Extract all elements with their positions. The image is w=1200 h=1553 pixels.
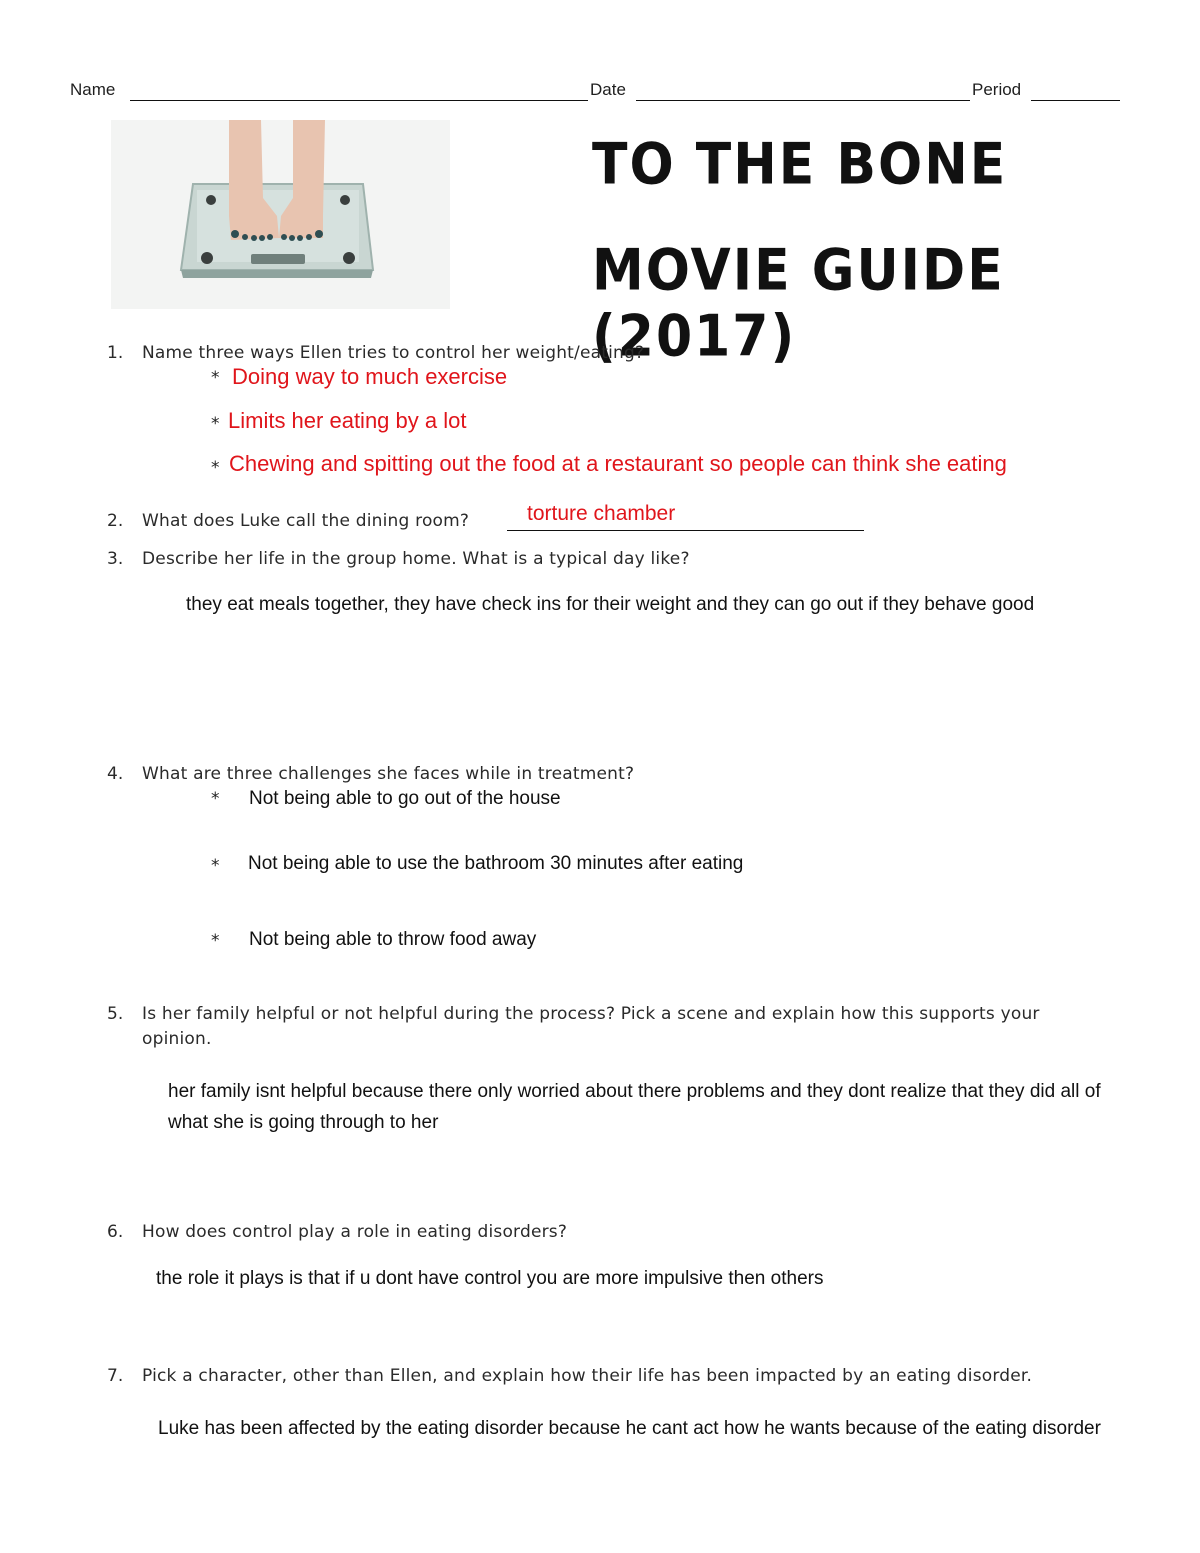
question-6-answer[interactable]: the role it plays is that if u dont have control you are more impulsive then others: [156, 1268, 824, 1289]
question-5-answer[interactable]: her family isnt helpful because there only worried about there problems and they dont realize that they did all of: [168, 1081, 1101, 1102]
question-3-number: 3.: [107, 549, 124, 569]
question-2-number: 2.: [107, 511, 124, 531]
question-2-answer[interactable]: torture chamber: [527, 502, 676, 525]
question-1-answer-2[interactable]: Limits her eating by a lot: [228, 408, 467, 433]
question-6-number: 6.: [107, 1222, 124, 1242]
scale-feet-photo: [111, 120, 450, 309]
bullet-icon: *: [211, 856, 220, 876]
question-2-text: What does Luke call the dining room?: [142, 511, 470, 531]
question-1-number: 1.: [107, 343, 124, 363]
question-4-answer-1[interactable]: Not being able to go out of the house: [249, 788, 561, 809]
question-1-answer-1[interactable]: Doing way to much exercise: [232, 364, 508, 389]
date-field-line[interactable]: [636, 100, 970, 101]
title-line-2: MOVIE GUIDE (2017): [592, 238, 1005, 370]
name-field-line[interactable]: [130, 100, 588, 101]
question-7-number: 7.: [107, 1366, 124, 1386]
question-4-text: What are three challenges she faces while in treatment?: [142, 764, 635, 784]
bullet-icon: *: [211, 931, 220, 951]
question-5-text: Is her family helpful or not helpful during the process? Pick a scene and explain how this supports your: [142, 1004, 1040, 1024]
question-4-answer-2[interactable]: Not being able to use the bathroom 30 minutes after eating: [248, 853, 744, 874]
question-1-text: Name three ways Ellen tries to control her weight/eating?: [142, 343, 645, 363]
question-5-answer-continued[interactable]: what she is going through to her: [168, 1112, 439, 1133]
question-1-answer-3[interactable]: Chewing and spitting out the food at a restaurant so people can think she eating: [229, 451, 1007, 476]
question-3-text: Describe her life in the group home. What is a typical day like?: [142, 549, 690, 569]
period-label: Period: [972, 80, 1022, 99]
question-7-answer[interactable]: Luke has been affected by the eating disorder because he cant act how he wants because of the eating disorder: [158, 1418, 1101, 1439]
question-5-text-continued: opinion.: [142, 1029, 212, 1049]
bullet-icon: *: [211, 789, 220, 809]
question-4-answer-3[interactable]: Not being able to throw food away: [249, 929, 537, 950]
question-3-answer[interactable]: they eat meals together, they have check ins for their weight and they can go out if they behave good: [186, 594, 1035, 615]
question-6-text: How does control play a role in eating disorders?: [142, 1222, 568, 1242]
title-line-1: TO THE BONE: [592, 132, 1008, 198]
period-field-line[interactable]: [1031, 100, 1120, 101]
question-7-text: Pick a character, other than Ellen, and explain how their life has been impacted by an eating disorder.: [142, 1366, 1033, 1386]
bullet-icon: *: [211, 458, 220, 478]
question-5-number: 5.: [107, 1004, 124, 1024]
bullet-icon: *: [211, 414, 220, 434]
bullet-icon: *: [211, 368, 220, 388]
question-2-answer-line: [507, 530, 864, 531]
name-label: Name: [70, 80, 116, 99]
date-label: Date: [590, 80, 626, 99]
question-4-number: 4.: [107, 764, 124, 784]
